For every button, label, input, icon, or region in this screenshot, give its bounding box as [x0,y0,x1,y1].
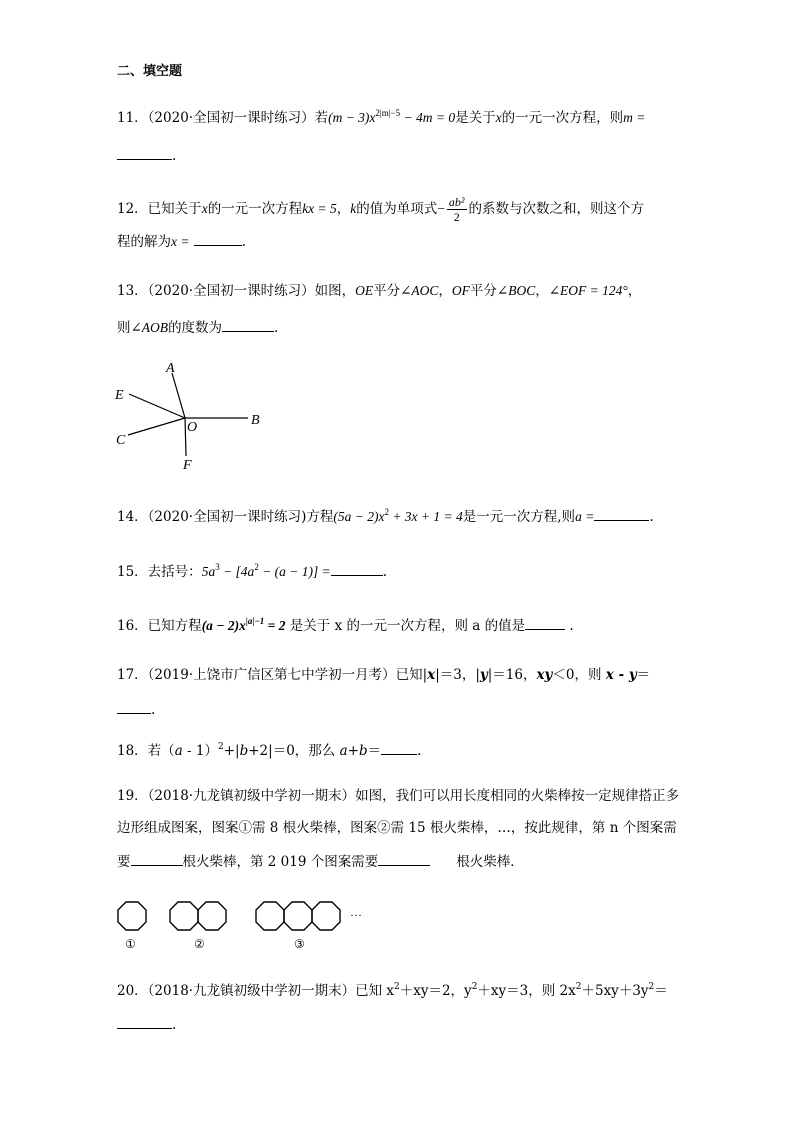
q20-sup-4: 2 [648,981,655,992]
q15-text: 15．去括号： [117,564,202,580]
q11-answer-blank[interactable] [117,158,172,160]
section-title: 二、填空题 [117,64,183,79]
q20-sup-2: 2 [471,981,478,992]
question-14 [117,507,654,527]
q11-m: m = [623,110,646,125]
q12-text-4: 的值为单项式 [356,201,438,217]
question-12-line-2 [117,232,246,252]
q13-text-3: ， [438,283,452,299]
q13-line2a: 则 [117,320,131,336]
q14-a: a = [575,509,595,524]
q13-angle-boc: ∠BOC [496,283,536,298]
pattern-label-1: ① [125,937,136,951]
ray-oc [128,418,185,435]
q19-line3b: 根火柴棒，第 2 019 个图案需要 [182,854,379,870]
question-11-line-2 [117,146,176,166]
q16-text-2: 是关于 x 的一元一次方程，则 a 的值是 [285,618,526,634]
q17-text: 17．（2019·上饶市广信区第七中学初一月考）已知| [117,667,428,683]
q18-text-5: ＝ [367,743,382,759]
q18-text-3: +| [223,743,240,759]
pattern-ellipsis: … [350,905,362,919]
pattern-2-octagon-2 [198,902,226,930]
q19-answer-blank-2[interactable] [378,864,430,866]
q13-answer-blank[interactable] [222,330,274,332]
q12-fraction-numerator: ab² [448,195,465,209]
q14-text: 14．（2020·全国初一课时练习)方程 [117,509,334,525]
question-19-line-1: 19．（2018·九龙镇初级中学初一期末）如图，我们可以用长度相同的火柴棒按一定规律搭正多 [117,788,680,804]
q13-text-6: ， [627,283,642,299]
pattern-2-octagon-1 [170,902,198,930]
q19-answer-blank-1[interactable] [131,864,183,866]
q17-text-3: |＝16， [487,667,537,683]
label-f: F [183,458,192,473]
octagon-pattern-figure [110,896,380,956]
q13-text-2: 平分 [373,283,401,299]
q20-text-4: ＋5xy＋3y [581,983,649,999]
q16-end: . [565,618,574,634]
q20-answer-blank[interactable] [117,1027,172,1029]
q12-var-x: x [201,201,208,216]
q12-text-2: 的一元一次方程 [207,201,303,217]
q15-exponent-2: 2 [254,561,259,572]
question-19-line-3 [117,852,524,872]
question-16 [117,616,574,636]
q12-xeq: x = [171,234,190,249]
q19-line3c: 根火柴棒． [456,854,524,870]
q14-math: (5a − 2)x [333,509,385,524]
q20-sup-1: 2 [393,981,400,992]
label-o: O [187,420,198,435]
q17-xy: xy [536,667,553,683]
q18-text: 18．若（ [117,743,175,759]
q17-x: x [427,667,436,683]
label-c: C [116,433,126,448]
q18-a: a [174,743,183,759]
q13-of: OF [451,283,470,298]
question-11-line-1 [117,108,645,128]
question-13-line-1 [117,281,641,301]
q18-end: . [417,743,422,759]
pattern-1-octagon [118,902,146,930]
q11-math: (m − 3)x [328,110,376,125]
question-17-line-1 [117,665,650,685]
q11-var-x: x [495,110,502,125]
q11-end: . [172,148,177,164]
q11-text-3: 的一元一次方程，则 [501,110,624,126]
question-20-line-1 [117,981,668,1001]
q17-y: y [479,667,488,683]
q15-math-2: − [4a [219,564,255,579]
q17-end: . [151,702,156,718]
q20-sup-3: 2 [575,981,582,992]
q14-exponent: 2 [384,506,389,517]
q15-exponent-1: 3 [215,561,220,572]
question-18 [117,741,421,761]
question-15 [117,562,387,582]
q14-answer-blank[interactable] [594,519,649,521]
q20-end: . [172,1017,177,1033]
q12-fraction-denominator: 2 [453,210,460,224]
q20-text-2: ＋xy＝2，y [399,983,472,999]
label-a: A [166,361,175,376]
q14-math-2: + 3x + 1 = 4 [388,509,463,524]
q17-text-5: ＝ [636,667,651,683]
q15-answer-blank[interactable] [331,574,383,576]
q12-minus: − [437,201,445,216]
ray-of [185,418,186,456]
q18-text-4: +2|＝0，那么 [248,743,340,759]
question-20-line-2 [117,1015,176,1035]
q12-line2: 程的解为 [117,234,171,250]
question-13-line-2 [117,318,288,338]
q13-angle-aoc: ∠AOC [400,283,439,298]
q12-text: 12．已知关于 [117,201,202,217]
question-19-line-2: 边形组成图案，图案①需 8 根火柴棒，图案②需 15 根火柴棒，…，按此规律，第 n 个图案需 [117,820,677,836]
q15-end: . [382,564,388,580]
q18-text-2: - 1） [182,743,218,759]
q17-x-minus-y: x - y [605,667,637,683]
q20-text-5: ＝ [654,983,668,999]
pattern-3-octagon-1 [256,902,284,930]
q13-oe: OE [355,283,374,298]
q18-answer-blank[interactable] [381,753,417,755]
q16-text: 16．已知方程 [117,618,202,634]
q16-answer-blank[interactable] [525,628,565,630]
pattern-label-3: ③ [294,937,305,951]
q11-text: 11．（2020·全国初一课时练习）若 [117,110,329,126]
q14-text-2: 是一元一次方程,则 [462,509,576,525]
q17-text-2: |＝3，| [435,667,480,683]
q20-text: 20．（2018·九龙镇初级中学初一期末）已知 x [117,983,394,999]
q11-exponent: 2|m|−5 [375,107,401,118]
q13-text: 13．（2020·全国初一课时练习）如图， [117,283,356,299]
q19-line3a: 要 [117,854,131,870]
pattern-3-octagon-2 [284,902,312,930]
q13-text-4: 平分 [469,283,497,299]
ray-oe [129,394,185,418]
pattern-label-2: ② [194,937,205,951]
q16-math: (a − 2)x [201,618,246,633]
q17-answer-blank[interactable] [117,712,151,714]
q17-text-4: ＜0，则 [552,667,606,683]
pattern-3-octagon-3 [312,902,340,930]
q14-end: . [649,509,654,525]
q12-eq: kx = 5 [302,201,337,216]
q15-math: 5a [201,564,216,579]
question-17-line-2 [117,700,155,720]
q12-text-5: 的系数与次数之和，则这个方 [468,201,645,217]
q18-a-plus-b: a+b [339,743,368,759]
q11-text-2: 是关于 [455,110,496,126]
q16-exponent: |a|−1 [245,615,265,626]
ray-oa [172,373,185,418]
q13-angle-aob: ∠AOB [130,320,169,335]
q15-math-3: − (a − 1)] = [258,564,331,579]
q13-angle-eof: ∠EOF = 124° [548,283,628,298]
q12-end: . [241,234,247,250]
q18-exponent: 2 [217,741,224,752]
q12-k: k [350,201,357,216]
q13-end: ． [274,320,288,336]
q20-text-3: ＋xy＝3，则 2x [477,983,576,999]
question-12-line-1 [117,195,644,224]
q12-text-3: ， [336,201,351,217]
q13-line2b: 的度数为 [168,320,223,336]
label-b: B [251,413,260,428]
q13-text-5: ， [535,283,549,299]
q12-answer-blank[interactable] [194,244,242,246]
q11-math-2: − 4m = 0 [400,110,456,125]
q12-fraction [447,195,467,224]
label-e: E [115,388,124,403]
q16-math-2: = 2 [264,618,286,633]
angle-figure [110,355,280,480]
q18-b: b [239,743,249,759]
